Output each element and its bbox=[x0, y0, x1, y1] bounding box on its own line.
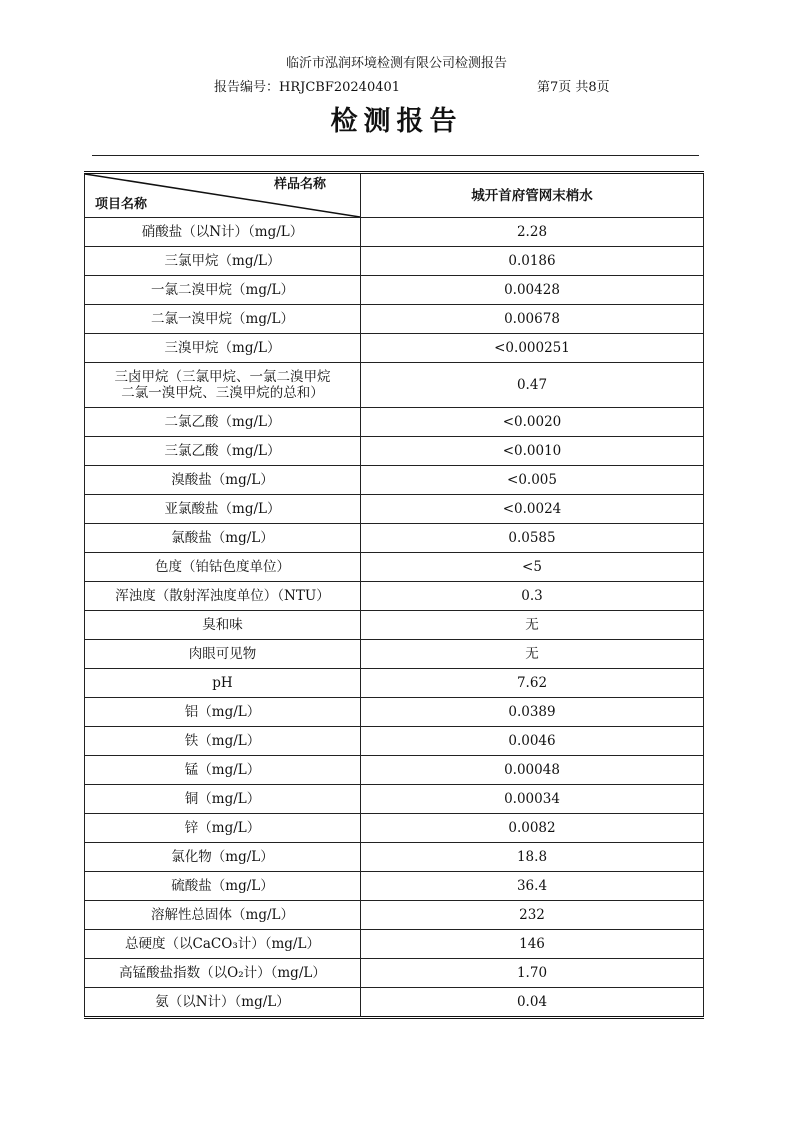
value-cell: <0.0020 bbox=[361, 408, 704, 437]
item-line-1: 三卤甲烷（三氯甲烷、一氯二溴甲烷 bbox=[114, 369, 331, 385]
table-row bbox=[85, 785, 704, 814]
value-cell: 0.0389 bbox=[361, 698, 704, 727]
value-cell: 232 bbox=[361, 901, 704, 930]
value-cell: 0.00428 bbox=[361, 276, 704, 305]
table-row bbox=[85, 466, 704, 495]
value-cell: <0.0024 bbox=[361, 495, 704, 524]
value-cell: 7.62 bbox=[361, 669, 704, 698]
table-row bbox=[85, 901, 704, 930]
table-row bbox=[85, 698, 704, 727]
item-cell: 锌（mg/L） bbox=[85, 814, 361, 843]
table-row bbox=[85, 872, 704, 901]
table-row bbox=[85, 524, 704, 553]
sample-name-cell: 城开首府管网末梢水 bbox=[361, 173, 704, 218]
value-cell: 2.28 bbox=[361, 218, 704, 247]
item-name-header: 项目名称 bbox=[95, 197, 148, 212]
item-cell: 二氯一溴甲烷（mg/L） bbox=[85, 305, 361, 334]
value-cell: 0.04 bbox=[361, 988, 704, 1018]
item-cell: 高锰酸盐指数（以O₂计）（mg/L） bbox=[85, 959, 361, 988]
item-cell: 三氯甲烷（mg/L） bbox=[85, 247, 361, 276]
item-cell: 溴酸盐（mg/L） bbox=[85, 466, 361, 495]
table-row bbox=[85, 247, 704, 276]
company-report-heading: 临沂市泓润环境检测有限公司检测报告 bbox=[285, 56, 507, 71]
page-indicator: 第7页 共8页 bbox=[537, 80, 610, 95]
table-row bbox=[85, 959, 704, 988]
item-cell: 溶解性总固体（mg/L） bbox=[85, 901, 361, 930]
table-row bbox=[85, 363, 704, 408]
table-row bbox=[85, 843, 704, 872]
item-cell: 总硬度（以CaCO₃计）（mg/L） bbox=[85, 930, 361, 959]
table-row bbox=[85, 218, 704, 247]
table-row bbox=[85, 408, 704, 437]
table-row bbox=[85, 437, 704, 466]
table-row bbox=[85, 582, 704, 611]
item-line-2: 二氯一溴甲烷、三溴甲烷的总和） bbox=[121, 385, 324, 401]
value-cell: 1.70 bbox=[361, 959, 704, 988]
item-cell bbox=[85, 363, 361, 408]
item-cell: 氯酸盐（mg/L） bbox=[85, 524, 361, 553]
value-cell: 0.00678 bbox=[361, 305, 704, 334]
table-row bbox=[85, 305, 704, 334]
value-cell: 0.00034 bbox=[361, 785, 704, 814]
value-cell: 0.47 bbox=[361, 363, 704, 408]
value-cell: 0.0186 bbox=[361, 247, 704, 276]
item-cell: 铝（mg/L） bbox=[85, 698, 361, 727]
value-cell: 0.0082 bbox=[361, 814, 704, 843]
report-number: 报告编号：HRJCBF20240401 bbox=[214, 80, 401, 95]
table-row bbox=[85, 988, 704, 1018]
table-row bbox=[85, 553, 704, 582]
item-cell: 铁（mg/L） bbox=[85, 727, 361, 756]
table-row bbox=[85, 669, 704, 698]
table-row bbox=[85, 640, 704, 669]
value-cell: 无 bbox=[361, 640, 704, 669]
value-cell: 36.4 bbox=[361, 872, 704, 901]
value-cell: 0.0585 bbox=[361, 524, 704, 553]
results-table bbox=[84, 171, 704, 1019]
document-title: 检测报告 bbox=[330, 106, 463, 137]
item-cell: 硫酸盐（mg/L） bbox=[85, 872, 361, 901]
item-cell: 铜（mg/L） bbox=[85, 785, 361, 814]
value-cell: 18.8 bbox=[361, 843, 704, 872]
value-cell: <0.0010 bbox=[361, 437, 704, 466]
item-cell: 亚氯酸盐（mg/L） bbox=[85, 495, 361, 524]
item-cell: 硝酸盐（以N计）（mg/L） bbox=[85, 218, 361, 247]
item-cell: 氯化物（mg/L） bbox=[85, 843, 361, 872]
table-row bbox=[85, 756, 704, 785]
table-header-row bbox=[85, 173, 704, 218]
item-cell: 肉眼可见物 bbox=[85, 640, 361, 669]
item-cell: pH bbox=[85, 669, 361, 698]
header-divider bbox=[92, 155, 699, 156]
item-cell: 锰（mg/L） bbox=[85, 756, 361, 785]
table-row bbox=[85, 611, 704, 640]
value-cell: <0.000251 bbox=[361, 334, 704, 363]
item-cell: 臭和味 bbox=[85, 611, 361, 640]
header-diagonal-cell bbox=[85, 173, 361, 218]
value-cell: <5 bbox=[361, 553, 704, 582]
value-cell: 0.00048 bbox=[361, 756, 704, 785]
sample-name-header: 样品名称 bbox=[273, 177, 326, 192]
value-cell: 0.0046 bbox=[361, 727, 704, 756]
item-cell: 三溴甲烷（mg/L） bbox=[85, 334, 361, 363]
table-row bbox=[85, 495, 704, 524]
item-cell: 氨（以N计）（mg/L） bbox=[85, 988, 361, 1018]
item-cell: 色度（铂钴色度单位） bbox=[85, 553, 361, 582]
table-row bbox=[85, 276, 704, 305]
item-cell: 浑浊度（散射浑浊度单位）（NTU） bbox=[85, 582, 361, 611]
value-cell: 0.3 bbox=[361, 582, 704, 611]
item-cell: 二氯乙酸（mg/L） bbox=[85, 408, 361, 437]
table-row bbox=[85, 727, 704, 756]
table-row bbox=[85, 814, 704, 843]
item-cell: 三氯乙酸（mg/L） bbox=[85, 437, 361, 466]
table-row bbox=[85, 334, 704, 363]
value-cell: 无 bbox=[361, 611, 704, 640]
value-cell: <0.005 bbox=[361, 466, 704, 495]
value-cell: 146 bbox=[361, 930, 704, 959]
item-cell: 一氯二溴甲烷（mg/L） bbox=[85, 276, 361, 305]
table-row bbox=[85, 930, 704, 959]
